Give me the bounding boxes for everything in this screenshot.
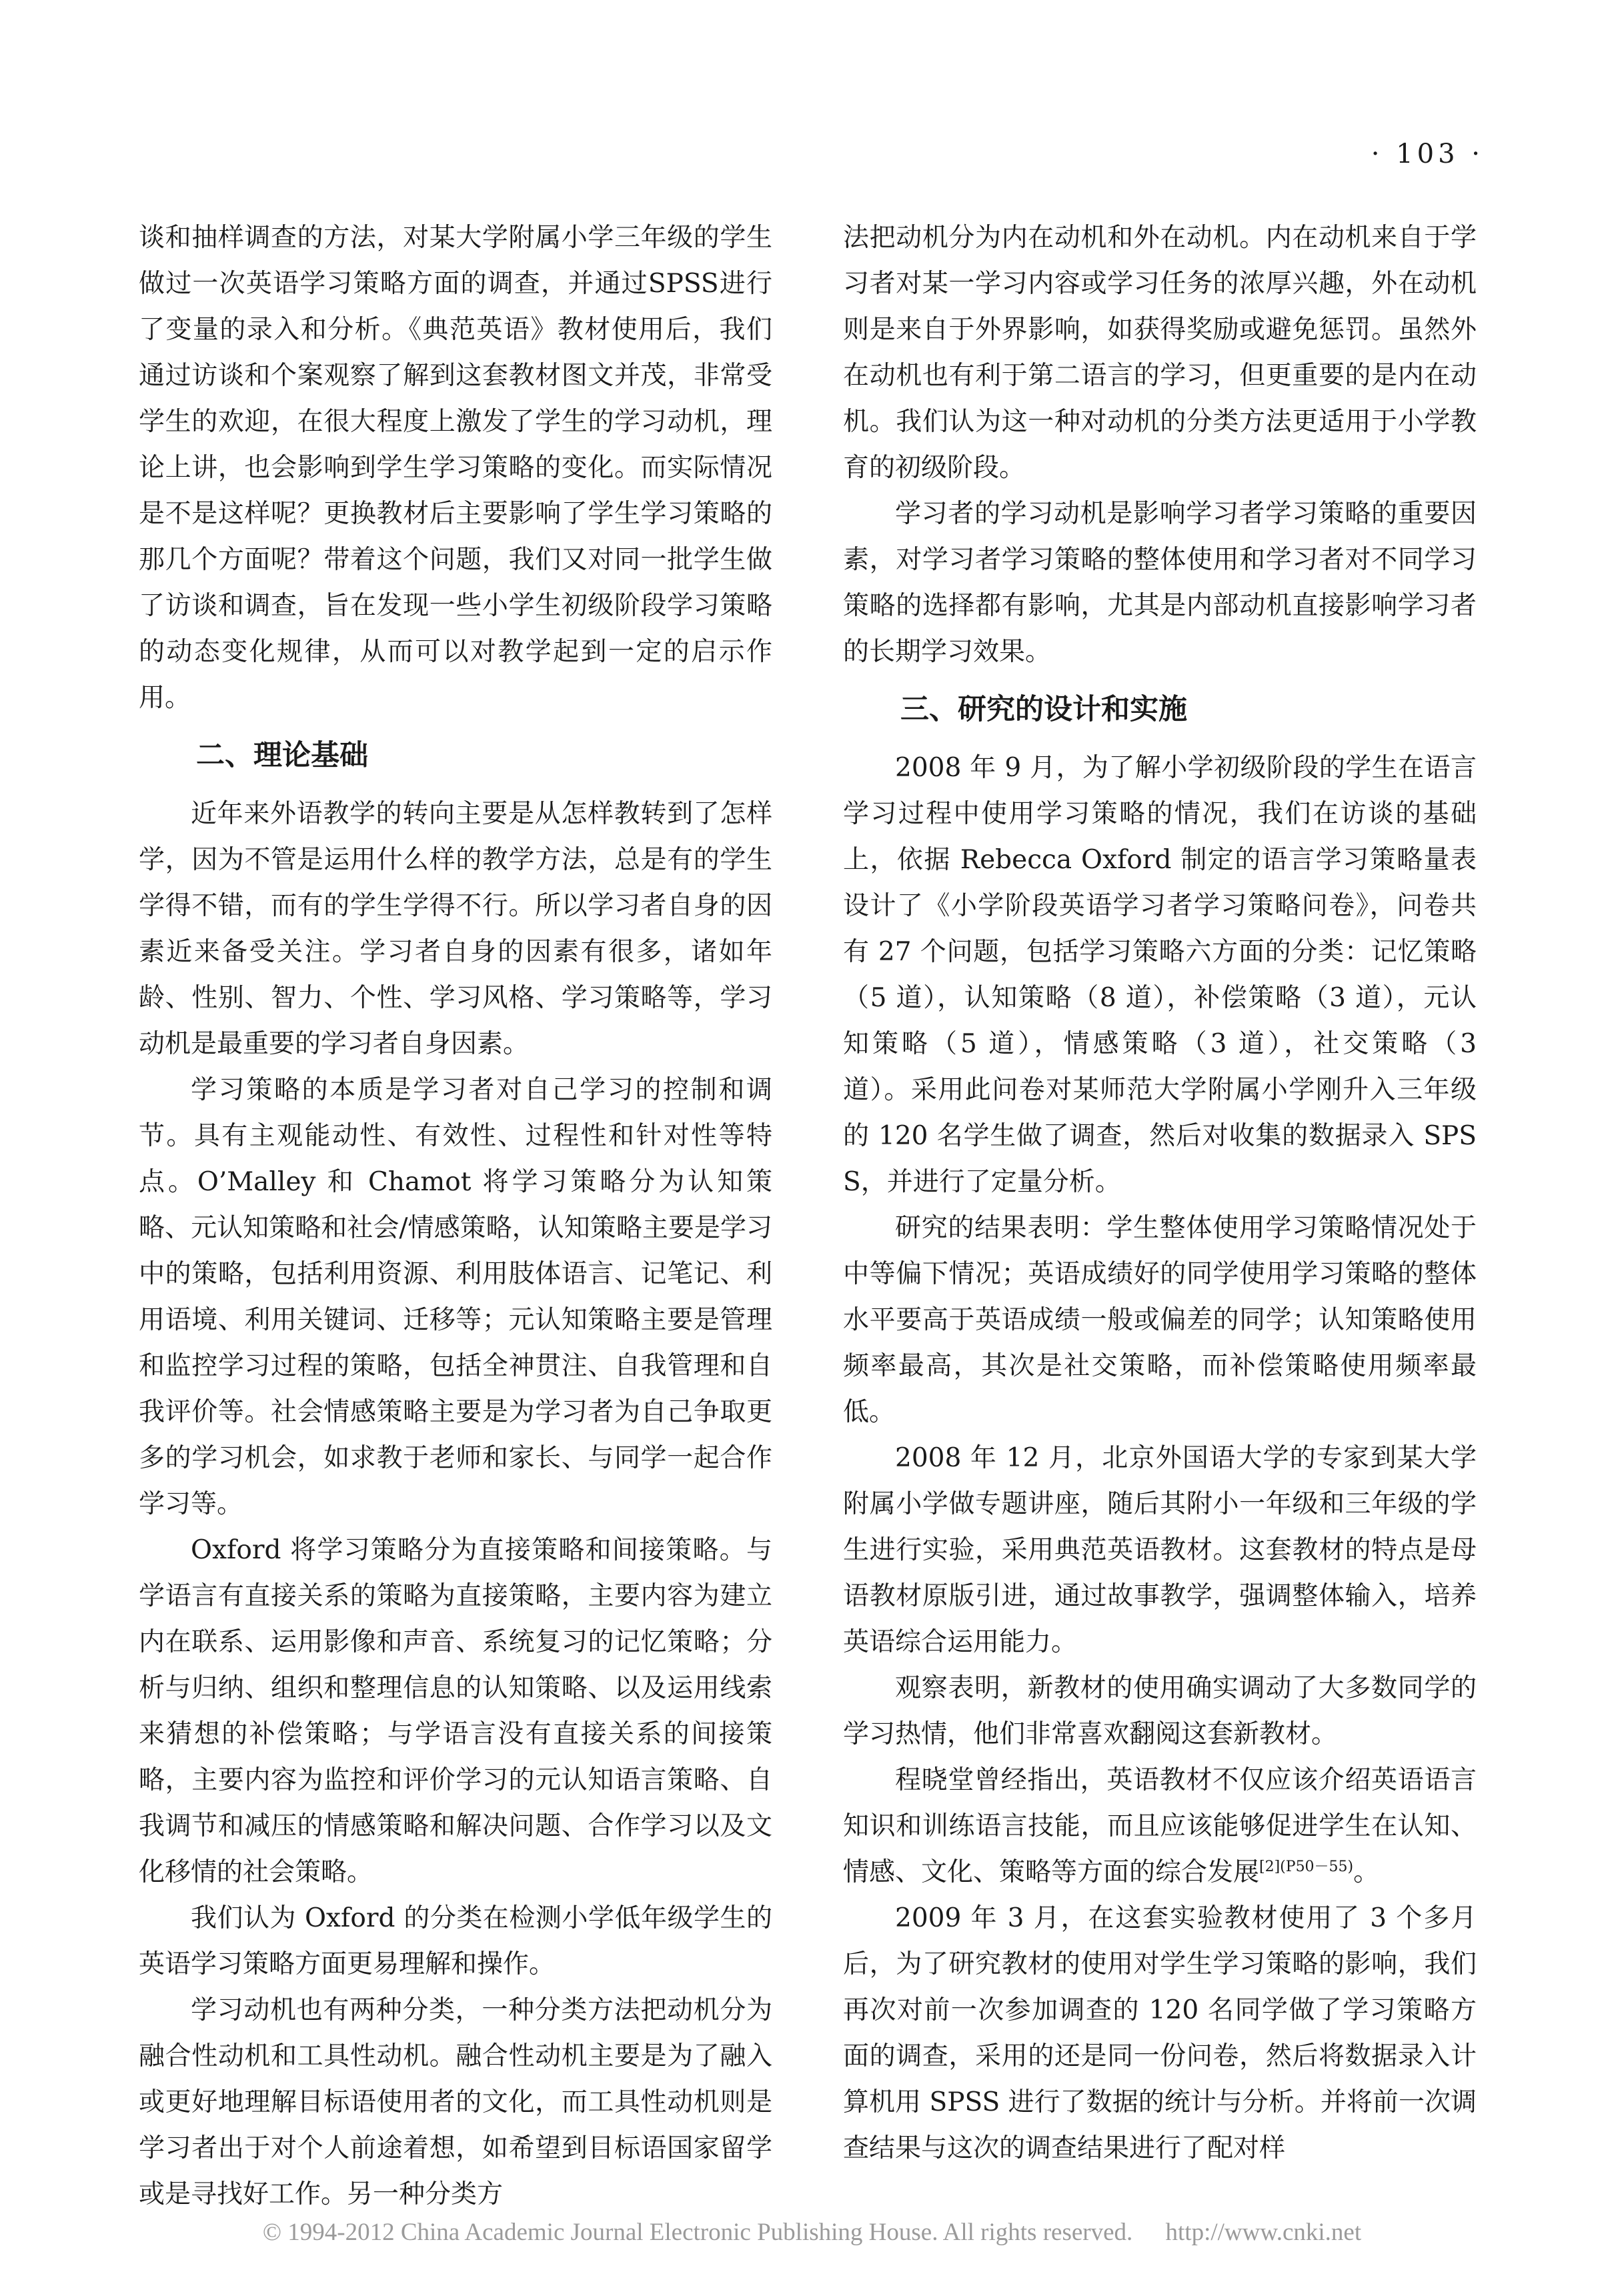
footer-url: http://www.cnki.net [1165, 2219, 1362, 2246]
paragraph: 研究的结果表明：学生整体使用学习策略情况处于中等偏下情况；英语成绩好的同学使用学习策略的整体水平要高于英语成绩一般或偏差的同学；认知策略使用频率最高，其次是社交策略，而补偿策略使用频率最低。 [843, 1213, 1477, 1427]
paragraph: 我们认为 Oxford 的分类在检测小学低年级学生的英语学习策略方面更易理解和操作。 [139, 1903, 772, 1979]
footer [0, 2218, 1624, 2247]
paragraph: 法把动机分为内在动机和外在动机。内在动机来自于学习者对某一学习内容或学习任务的浓厚兴趣，外在动机则是来自于外界影响，如获得奖励或避免惩罚。虽然外在动机也有利于第二语言的学习，但更重要的是内在动机。我们认为这一种对动机的分类方法更适用于小学教育的初级阶段。 [843, 223, 1477, 483]
left-column [139, 215, 772, 2217]
page-number: · 103 · [1371, 139, 1484, 169]
section-heading: 三、研究的设计和实施 [900, 693, 1187, 726]
paragraph-text: 程晓堂曾经指出，英语教材不仅应该介绍英语语言知识和训练语言技能，而且应该能够促进学生在认知、情感、文化、策略等方面的综合发展 [843, 1765, 1477, 1887]
paragraph: 2008 年 9 月，为了解小学初级阶段的学生在语言学习过程中使用学习策略的情况，我们在访谈的基础上，依据 Rebecca Oxford 制定的语言学习策略量表设计了《小学阶段英语学习者学习策略问卷》，问卷共有 27 个问题，包括学习策略六方面的分类：记忆策略（5 道），认知策略（8 道），补偿策略（3 道），元认知策略（5 道），情感策略（3 道），社交策略（3 道）。采用此问卷对某师范大学附属小学刚升入三年级的 120 名学生做了调查，然后对收集的数据录入 SPSS，并进行了定量分析。 [843, 753, 1477, 1197]
paragraph: 近年来外语教学的转向主要是从怎样教转到了怎样学，因为不管是运用什么样的教学方法，总是有的学生学得不错，而有的学生学得不行。所以学习者自身的因素近来备受关注。学习者自身的因素有很多，诸如年龄、性别、智力、个性、学习风格、学习策略等，学习动机是最重要的学习者自身因素。 [139, 799, 772, 1059]
paragraph: 观察表明，新教材的使用确实调动了大多数同学的学习热情，他们非常喜欢翻阅这套新教材。 [843, 1673, 1477, 1749]
paragraph: 2009 年 3 月，在这套实验教材使用了 3 个多月后，为了研究教材的使用对学生学习策略的影响，我们再次对前一次参加调查的 120 名同学做了学习策略方面的调查，采用的还是同一份问卷，然后将数据录入计算机用 SPSS 进行了数据的统计与分析。并将前一次调查结果与这次的调查结果进行了配对样 [843, 1903, 1477, 2163]
paragraph: 学习动机也有两种分类，一种分类方法把动机分为融合性动机和工具性动机。融合性动机主要是为了融入或更好地理解目标语使用者的文化，而工具性动机则是学习者出于对个人前途着想，如希望到目标语国家留学或是寻找好工作。另一种分类方 [139, 1995, 772, 2209]
paragraph: 学习者的学习动机是影响学习者学习策略的重要因素，对学习者学习策略的整体使用和学习者对不同学习策略的选择都有影响，尤其是内部动机直接影响学习者的长期学习效果。 [843, 499, 1477, 667]
paragraph: 学习策略的本质是学习者对自己学习的控制和调节。具有主观能动性、有效性、过程性和针对性等特点。O’Malley 和 Chamot 将学习策略分为认知策略、元认知策略和社会/情感策略，认知策略主要是学习中的策略，包括利用资源、利用肢体语言、记笔记、利用语境、利用关键词、迁移等；元认知策略主要是管理和监控学习过程的策略，包括全神贯注、自我管理和自我评价等。社会情感策略主要是为学习者为自己争取更多的学习机会，如求教于老师和家长、与同学一起合作学习等。 [139, 1075, 772, 1519]
right-column [843, 215, 1477, 2171]
paragraph: 谈和抽样调查的方法，对某大学附属小学三年级的学生做过一次英语学习策略方面的调查，并通过SPSS进行了变量的录入和分析。《典范英语》教材使用后，我们通过访谈和个案观察了解到这套教材图文并茂，非常受学生的欢迎，在很大程度上激发了学生的学习动机，理论上讲，也会影响到学生学习策略的变化。而实际情况是不是这样呢？更换教材后主要影响了学生学习策略的那几个方面呢？带着这个问题，我们又对同一批学生做了访谈和调查，旨在发现一些小学生初级阶段学习策略的动态变化规律，从而可以对教学起到一定的启示作用。 [139, 223, 772, 713]
paragraph: Oxford 将学习策略分为直接策略和间接策略。与学语言有直接关系的策略为直接策略，主要内容为建立内在联系、运用影像和声音、系统复习的记忆策略；分析与归纳、组织和整理信息的认知策略、以及运用线索来猜想的补偿策略；与学语言没有直接关系的间接策略，主要内容为监控和评价学习的元认知语言策略、自我调节和减压的情感策略和解决问题、合作学习以及文化移情的社会策略。 [139, 1535, 772, 1887]
paragraph-end: 。 [1353, 1857, 1380, 1887]
copyright-notice: © 1994-2012 China Academic Journal Electronic Publishing House. All rights reserved. [262, 2219, 1133, 2246]
paragraph: 2008 年 12 月，北京外国语大学的专家到某大学附属小学做专题讲座，随后其附小一年级和三年级的学生进行实验，采用典范英语教材。这套教材的特点是母语教材原版引进，通过故事教学，强调整体输入，培养英语综合运用能力。 [843, 1443, 1477, 1657]
section-heading: 二、理论基础 [196, 739, 368, 772]
citation: [2](P50－55) [1259, 1859, 1354, 1875]
paragraph [843, 1757, 1477, 1895]
